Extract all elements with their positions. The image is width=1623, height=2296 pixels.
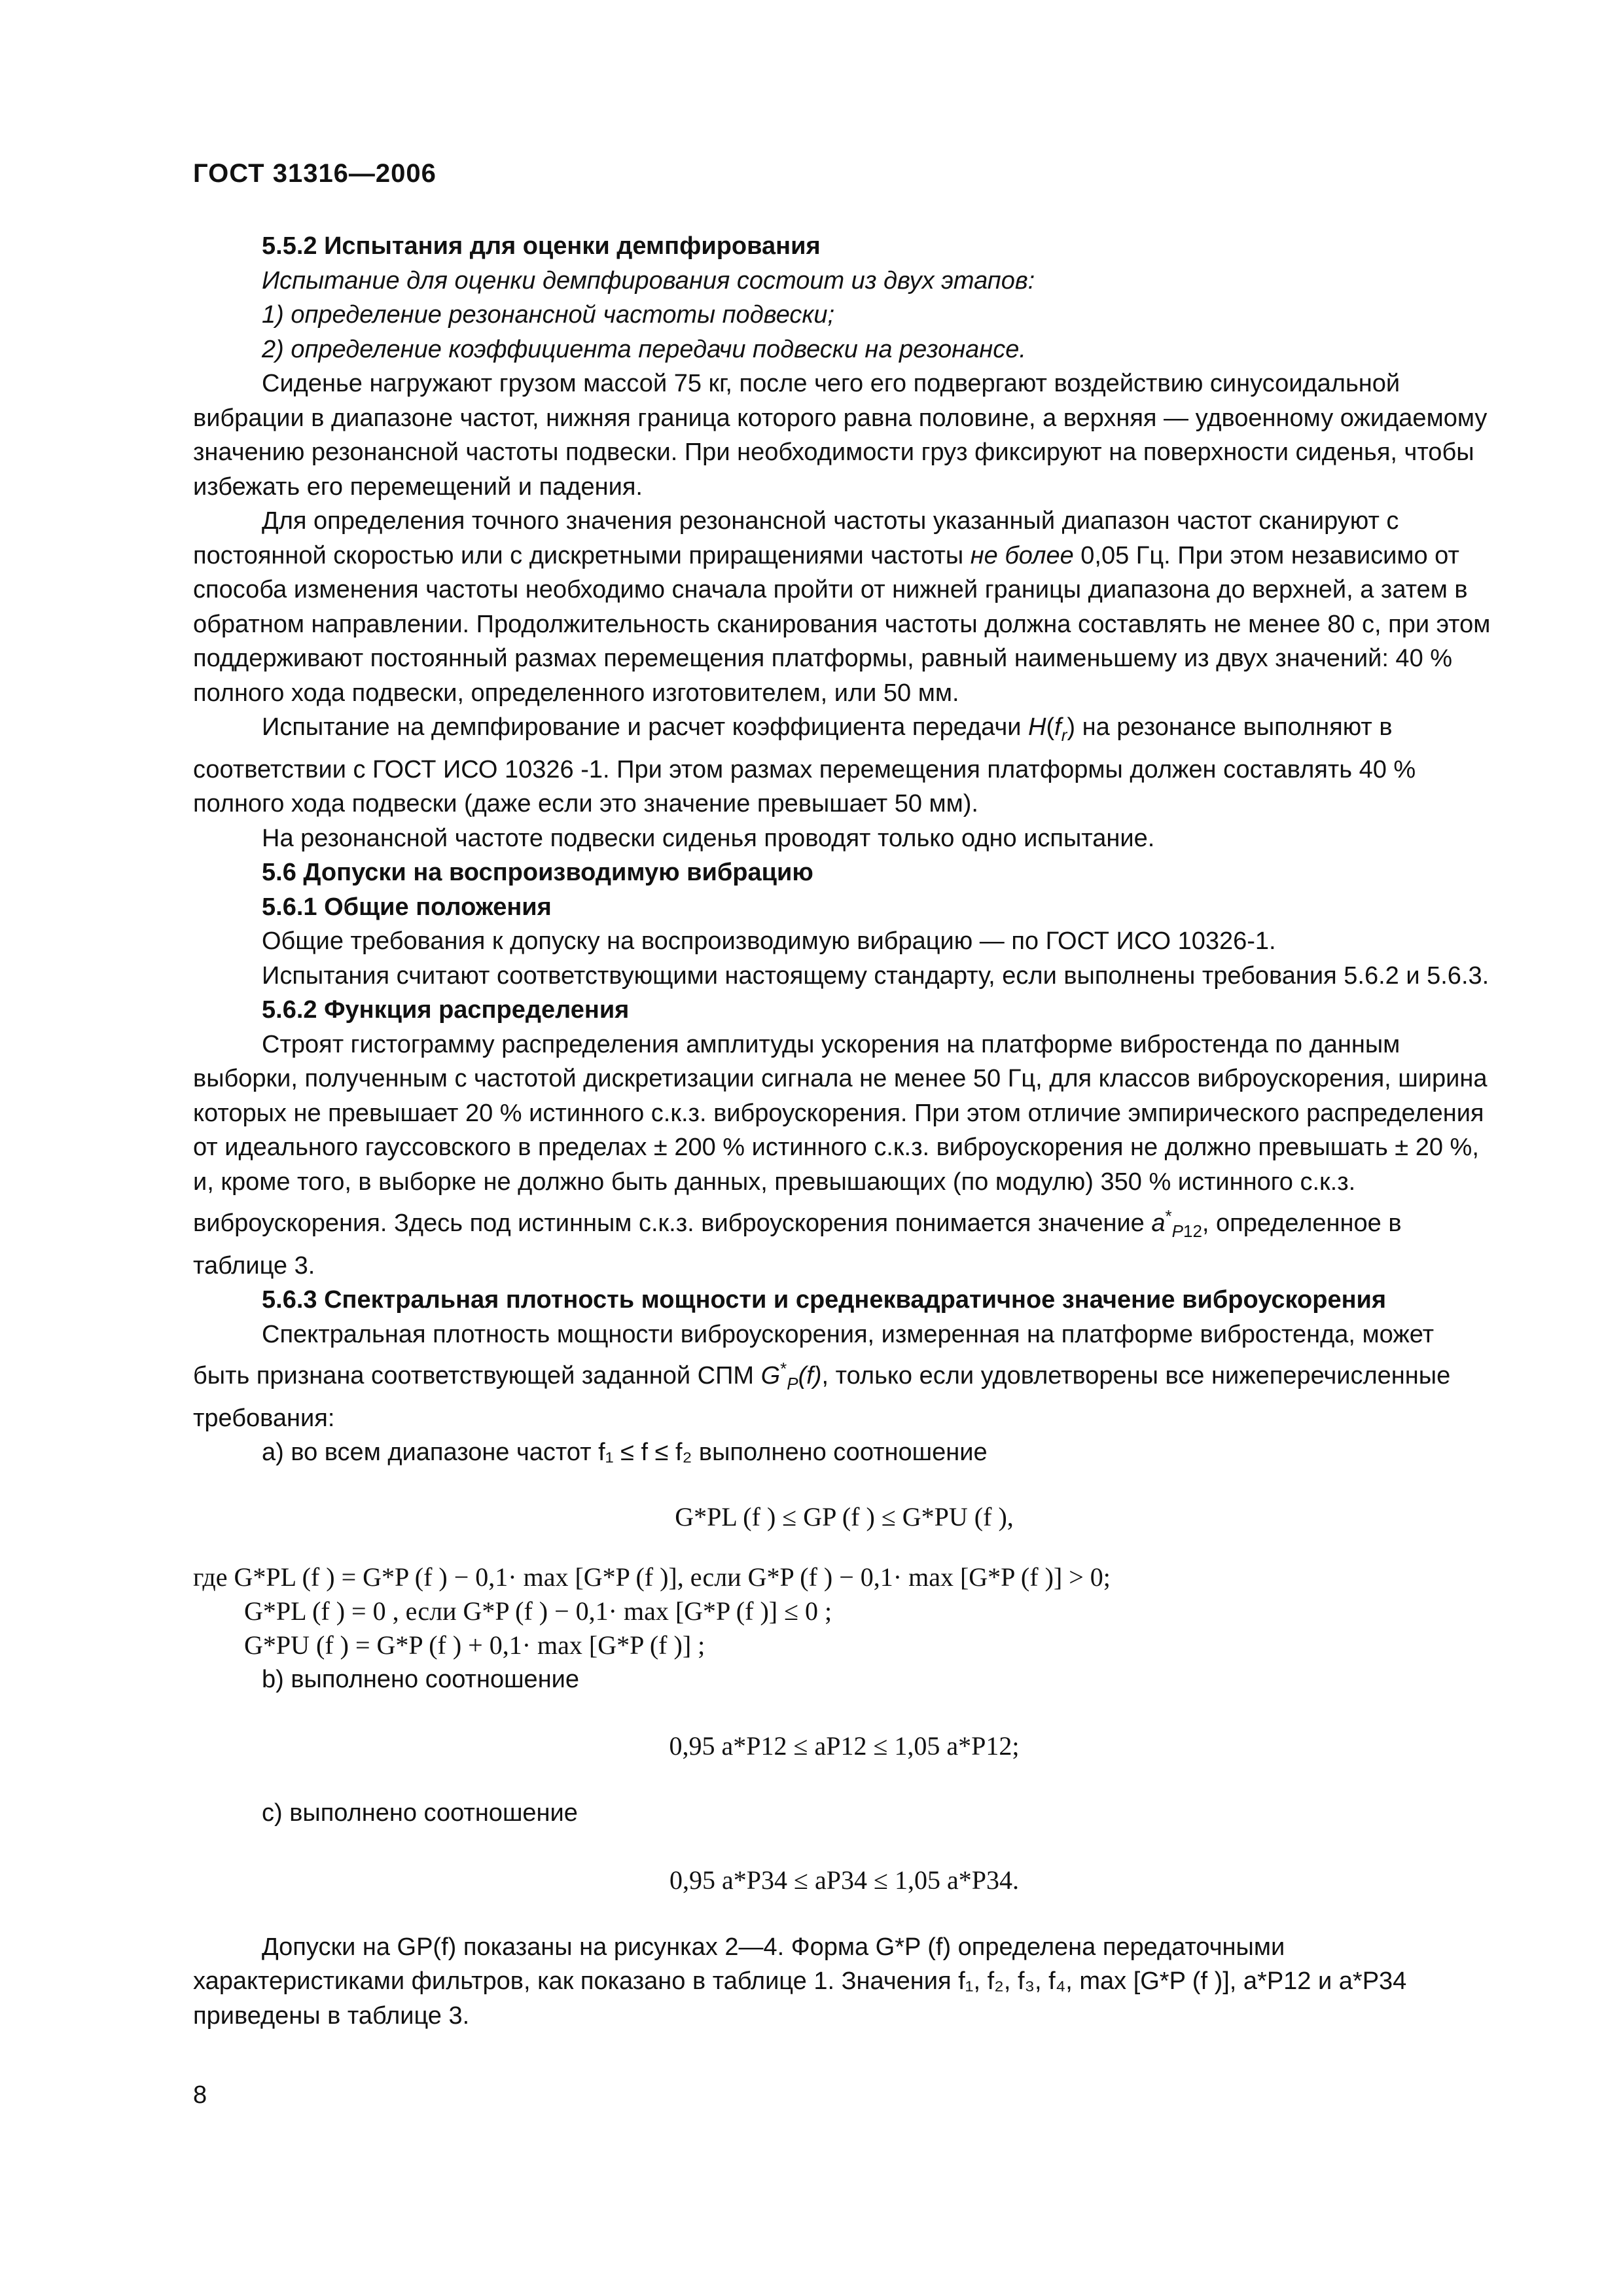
paragraph-general-req: Общие требования к допуску на воспроизводимую вибрацию — по ГОСТ ИСО 10326-1.: [262, 927, 1276, 955]
paragraph-tolerances: Допуски на GP(f) показаны на рисунках 2—4. Форма G*P (f) определена передаточными характеристиками фильтров, как показано в таблице 1. Значения f₁, f₂, f₃, f₄, max [G*P (f )], a*P12 и a*P34 приведены в таблице 3.: [193, 1933, 1407, 2030]
section-heading-5-6-1: 5.6.1 Общие положения: [262, 893, 552, 921]
definition-gpu: G*PU (f ) = G*P (f ) + 0,1· max [G*P (f )] ;: [244, 1630, 705, 1660]
requirement-b: b) выполнено соотношение: [262, 1665, 580, 1693]
section-heading-5-6-2: 5.6.2 Функция распределения: [262, 996, 630, 1024]
paragraph-compliance: Испытания считают соответствующими настоящему стандарту, если выполнены требования 5.6.2 и 5.6.3.: [262, 961, 1489, 990]
paragraph-single-test: На резонансной частоте подвески сиденья проводят только одно испытание.: [262, 824, 1155, 852]
requirement-c: c) выполнено соотношение: [262, 1799, 578, 1827]
formula-b: 0,95 a*P12 ≤ aP12 ≤ 1,05 a*P12;: [669, 1731, 1020, 1761]
page-number: 8: [193, 2081, 207, 2109]
requirement-a: a) во всем диапазоне частот f₁ ≤ f ≤ f₂ выполнено соотношение: [262, 1439, 988, 1466]
paragraph-psd: Спектральная плотность мощности виброускорения, измеренная на платформе вибростенда, может быть признана соответствующей заданной СПМ $G^*_P(f)$, только если удовлетворены все нижеперечисленные требования:: [193, 1320, 1451, 1432]
definition-gpl-positive: где G*PL (f ) = G*P (f ) − 0,1· max [G*P (f )], если G*P (f ) − 0,1· max [G*P (f )] > 0;: [193, 1562, 1111, 1592]
definition-gpl-zero: G*PL (f ) = 0 , если G*P (f ) − 0,1· max [G*P (f )] ≤ 0 ;: [244, 1596, 832, 1626]
step-2: 2) определение коэффициента передачи подвески на резонансе.: [262, 335, 1026, 363]
section-heading-5-6-3: 5.6.3 Спектральная плотность мощности и среднеквадратичное значение виброускорения: [262, 1286, 1387, 1314]
document-body: [193, 229, 1495, 2033]
formula-definitions: [193, 1560, 1495, 1662]
intro-text: Испытание для оценки демпфирования состоит из двух этапов:: [262, 266, 1035, 295]
section-heading-5-6: 5.6 Допуски на воспроизводимую вибрацию: [262, 859, 813, 886]
paragraph-histogram: Строят гистограмму распределения амплитуды ускорения на платформе вибростенда по данным выборки, полученным с частотой дискретизации сигнала не менее 50 Гц, для классов виброускорения, ширина которых не превышает 20 % истинного с.к.з. виброускорения. При этом отличие эмпирического распределения от идеального гауссовского в пределах ± 200 % истинного с.к.з. виброускорения не должно превышать ± 20 %, и, кроме того, в выборке не должно быть данных, превышающих (по модулю) 350 % истинного с.к.з. виброускорения. Здесь под истинным с.к.з. виброускорения понимается значение $a^*_{P12}$, определенное в таблице 3.: [193, 1030, 1488, 1280]
step-1: 1) определение резонансной частоты подвески;: [262, 301, 835, 329]
paragraph-load: Сиденье нагружают грузом массой 75 кг, после чего его подвергают воздействию синусоидальной вибрации в диапазоне частот, нижняя граница которого равна половине, а верхняя — удвоенному ожидаемому значению резонансной частоты подвески. При необходимости груз фиксируют на поверхности сиденья, чтобы избежать его перемещений и падения.: [193, 370, 1488, 501]
paragraph-scan: Для определения точного значения резонансной частоты указанный диапазон частот сканируют с постоянной скоростью или с дискретными приращениями частоты не более 0,05 Гц. При этом независимо от способа изменения частоты необходимо сначала пройти от нижней границы диапазона до верхней, а затем в обратном направлении. Продолжительность сканирования частоты должна составлять не менее 80 с, при этом поддерживают постоянный размах перемещения платформы, равный наименьшему из двух значений: 40 % полного хода подвески, определенного изготовителем, или 50 мм.: [193, 507, 1491, 707]
paragraph-damping-test: Испытание на демпфирование и расчет коэффициента передачи $H(f_r)$ на резонансе выполняют в соответствии с ГОСТ ИСО 10326 -1. При этом размах перемещения платформы должен составлять 40 % полного хода подвески (даже если это значение превышает 50 мм).: [193, 713, 1416, 817]
formula-c: 0,95 a*P34 ≤ aP34 ≤ 1,05 a*P34.: [669, 1865, 1019, 1895]
section-heading-5-5-2: 5.5.2 Испытания для оценки демпфирования: [262, 232, 821, 260]
document-header: ГОСТ 31316—2006: [193, 159, 437, 188]
formula-a: G*PL (f ) ≤ GP (f ) ≤ G*PU (f ),: [675, 1501, 1014, 1532]
